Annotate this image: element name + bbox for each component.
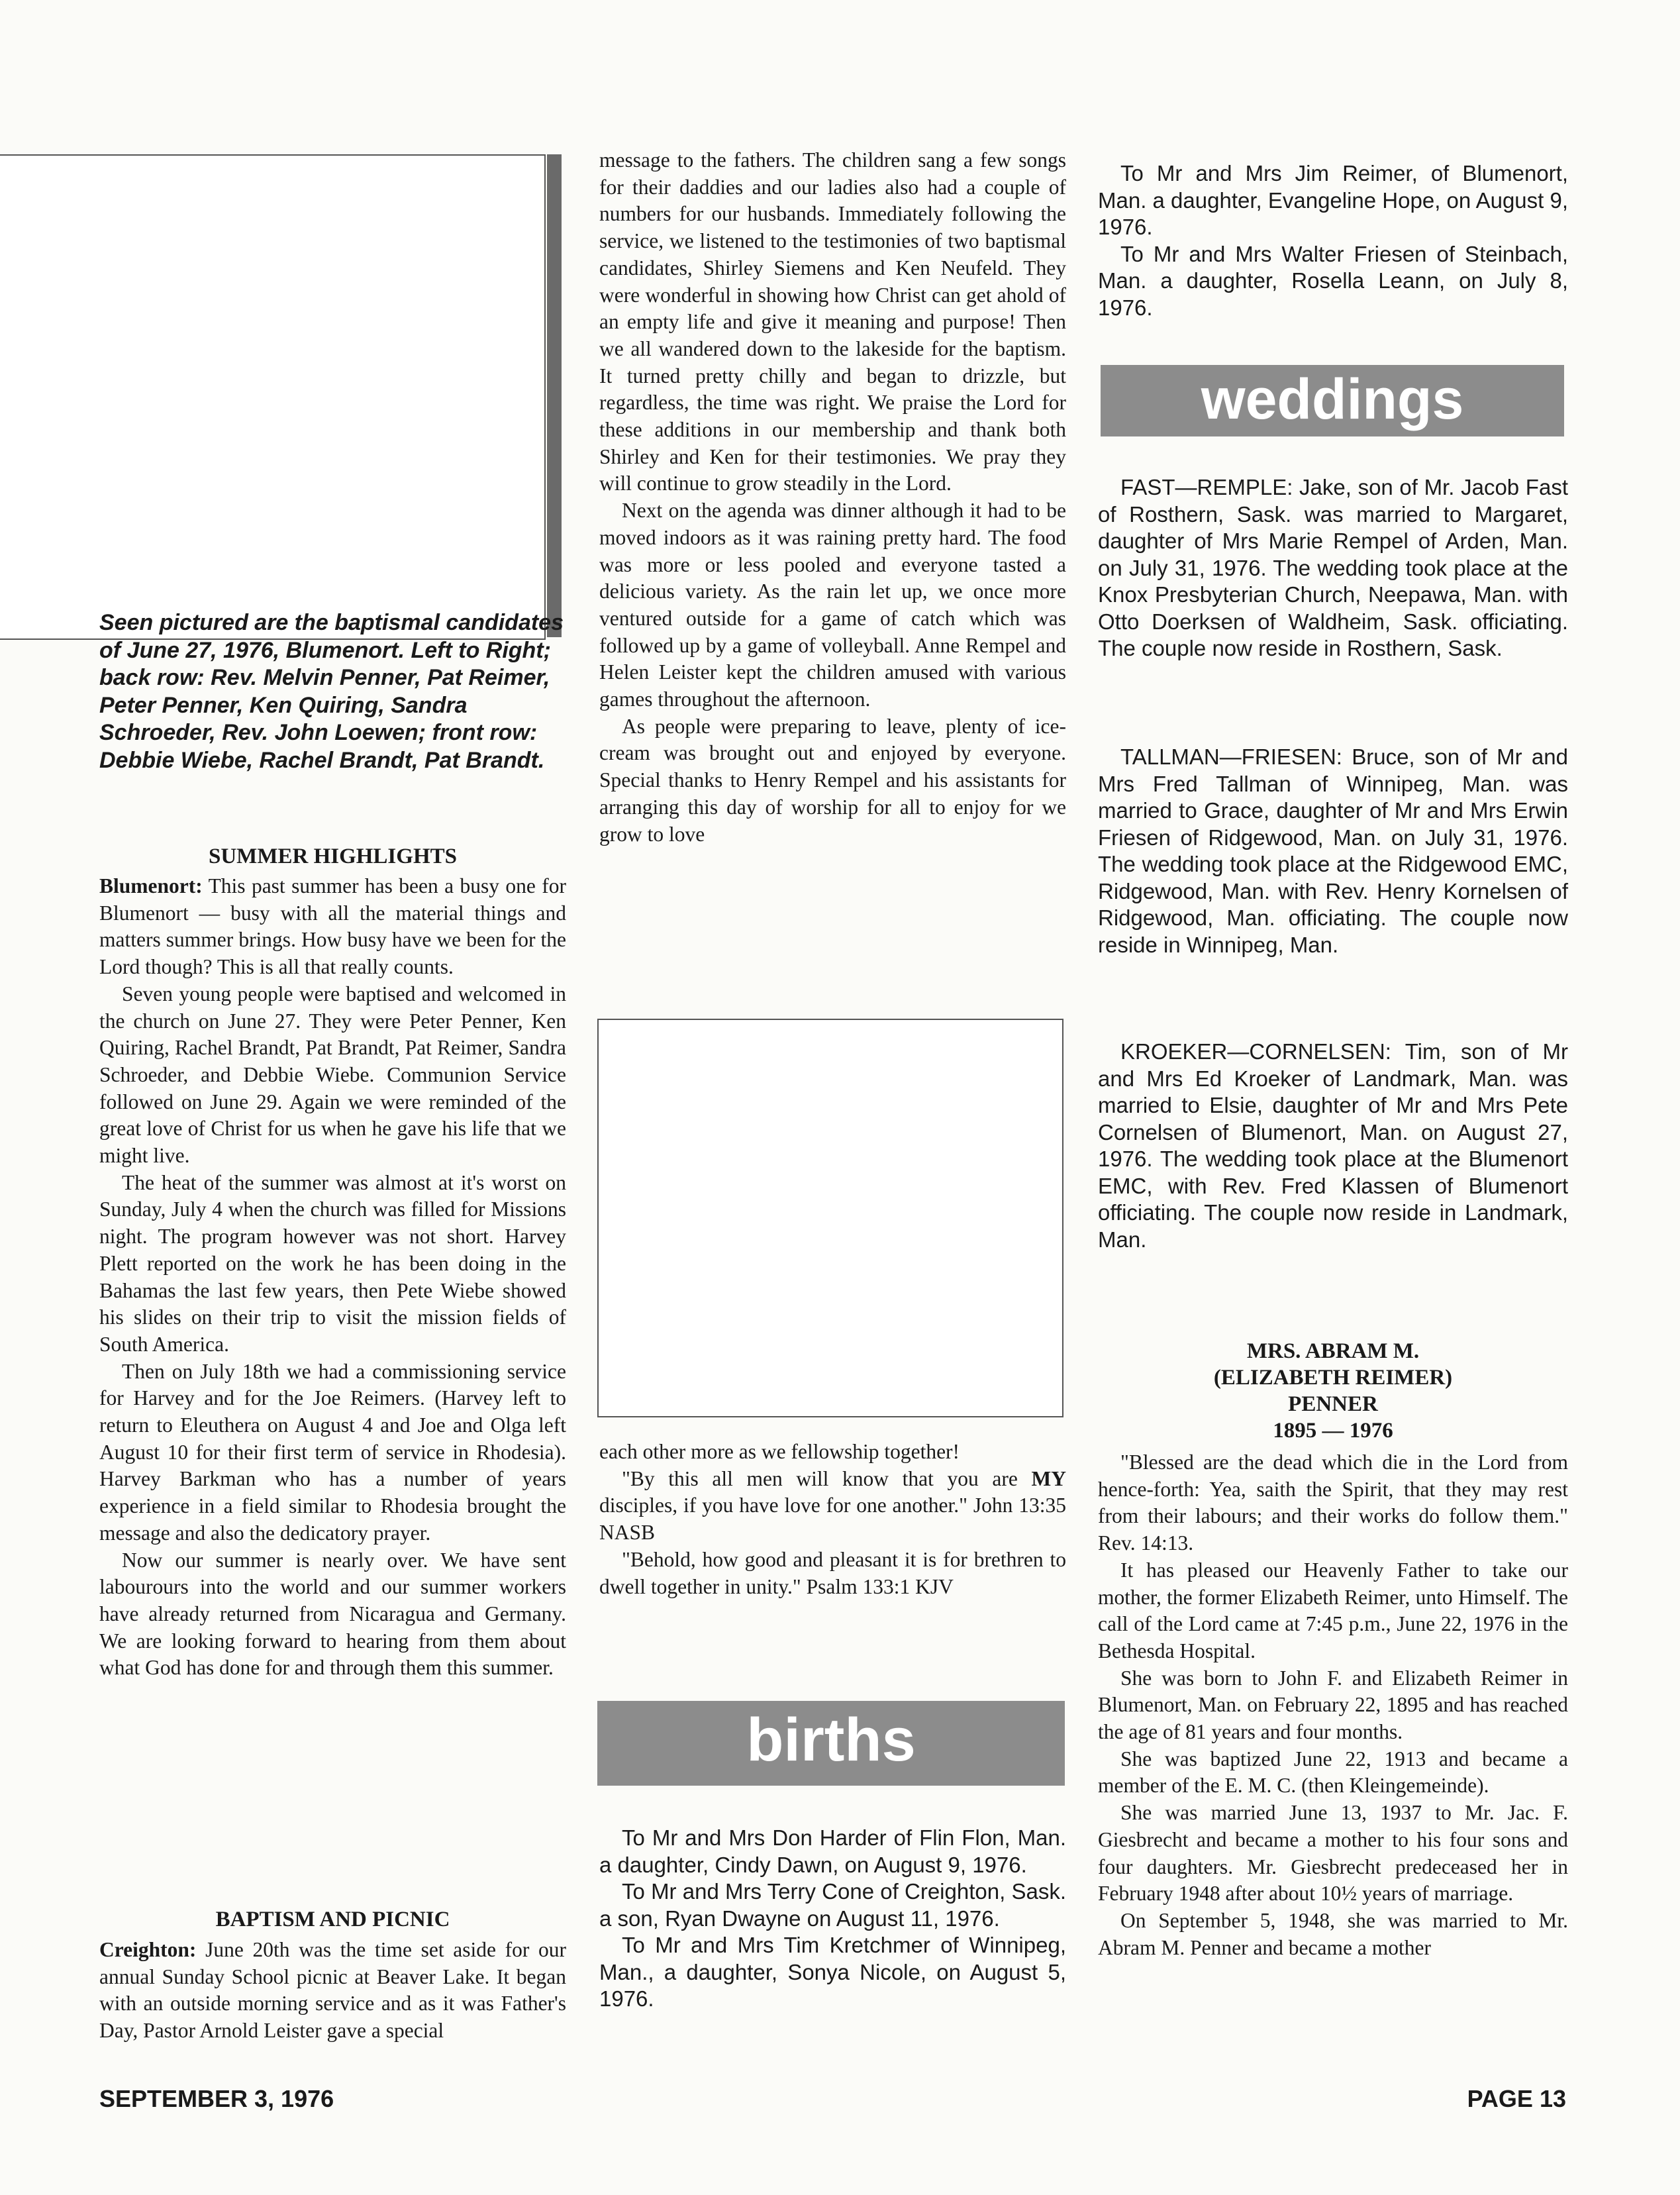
births-list-part2 [1098,160,1568,321]
obituary-surname: PENNER [1288,1392,1378,1416]
birth-item: To Mr and Mrs Jim Reimer, of Blumenort, Man. a daughter, Evangeline Hope, on August 9, 1976. [1098,161,1569,239]
summer-p1: This past summer has been a busy one for Blumenort — busy with all the material things and matters summer brings. How busy have we been for the Lord though? This is all that really counts. [99,874,566,979]
summer-highlights-article [99,873,566,1682]
summer-p2: Seven young people were baptised and welcomed in the church on June 27. They were Peter Penner, Ken Quiring, Rachel Brandt, Pat Brandt, Pat Reimer, Sandra Schroeder, and Debbie Wiebe. Communion Service followed on June 29. Again we were reminded of the great love of Christ for us when he gave his life that we might live. [99,982,566,1168]
obituary-p6: On September 5, 1948, she was married to Mr. Abram M. Penner and became a mother [1098,1908,1568,1959]
baptismal-candidates-photo [0,154,546,640]
quote1-post: disciples, if you have love for one another." John 13:35 NASB [599,1494,1066,1545]
quote1-pre: "By this all men will know that you are [622,1466,1018,1490]
obituary-p2: It has pleased our Heavenly Father to take our mother, the former Elizabeth Reimer, unto Himself. The call of the Lord came at 7:45 p.m., June 22, 1976 in the Bethesda Hospital. [1098,1558,1568,1662]
footer-date: SEPTEMBER 3, 1976 [99,2085,334,2112]
weddings-banner: weddings [1101,365,1564,436]
obituary-body [1098,1449,1568,1961]
obituary-p5: She was married June 13, 1937 to Mr. Jac. F. Giesbrecht and became a mother to his four sons and four daughters. Mr. Giesbrecht predeceased her in February 1948 after about 10½ years of marriage. [1098,1801,1568,1906]
baptism-article-continued [599,147,1066,848]
baptism-p3: As people were preparing to leave, plenty of ice-cream was brought out and enjoyed by everyone. Special thanks to Henry Rempel and his assistants for arranging this day of worship for all to enjoy for we grow to love [599,714,1066,846]
baptism-picnic-heading: BAPTISM AND PICNIC [215,1908,450,1931]
photo-caption: Seen pictured are the baptismal candidates of June 27, 1976, Blumenort. Left to Right; back row: Rev. Melvin Penner, Pat Reimer, Peter Penner, Ken Quiring, Sandra Schroeder, Rev. John Loewen; front row: Debbie Wiebe, Rachel Brandt, Pat Brandt. [99,610,564,773]
obituary-maiden-name: (ELIZABETH REIMER) [1213,1366,1453,1390]
summer-p3: The heat of the summer was almost at it's worst on Sunday, July 4 when the church was filled for Missions night. The program however was not short. Harvey Plett reported on the work he has been doing in the Bahamas the last few years, then Pete Wiebe showed his slides on their trip to visit the mission fields of South America. [99,1170,566,1356]
births-banner: births [597,1701,1065,1786]
obituary-name: MRS. ABRAM M. [1246,1339,1420,1363]
wedding-item: TALLMAN—FRIESEN: Bruce, son of Mr and Mrs Fred Tallman of Winnipeg, Man. was married to Grace, daughter of Mr and Mrs Erwin Friesen of Ridgewood, Man. on July 31, 1976. The wedding took place at the Ridgewood EMC, Ridgewood, Man. with Rev. Henry Kornelsen of Ridgewood, Man. officiating. The couple now reside in Winnipeg, Man. [1098,744,1568,957]
wedding-item: FAST—REMPLE: Jake, son of Mr. Jacob Fast of Rosthern, Sask. was married to Margaret, daughter of Mrs Marie Rempel of Arden, Man. on July 31, 1976. The wedding took place at the Knox Presbyterian Church, Neepawa, Man. with Otto Doerksen of Waldheim, Sask. officiating. The couple now reside in Rosthern, Sask. [1098,475,1568,660]
summer-p5: Now our summer is nearly over. We have sent labourours into the world and our summer workers have already returned from Nicaragua and Germany. We are looking forward to hearing from them about what God has done for and through them this summer. [99,1548,566,1680]
inset-photo [597,1019,1063,1417]
photo-edge [547,154,562,637]
baptism-article-start [99,1937,566,2045]
obituary-heading [1098,1338,1568,1444]
birth-item: To Mr and Mrs Tim Kretchmer of Winnipeg, Man., a daughter, Sonya Nicole, on August 5, 1976. [599,1933,1066,2011]
baptism-p1-cont: message to the fathers. The children sang a few songs for their daddies and our ladies also had a couple of numbers for our husbands. Immediately following the service, we listened to the testimonies of two baptismal candidates, Shirley Siemens and Ken Neufeld. They were wonderful in showing how Christ can get ahold of an empty life and give it meaning and purpose! Then we all wandered down to the lakeside for the baptism. It turned pretty chilly and began to drizzle, but regardless, the time was right. We praise the Lord for these additions in our membership and thank both Shirley and Ken for their testimonies. We pray they will continue to grow steadily in the Lord. [599,148,1066,495]
obituary-p1: "Blessed are the dead which die in the Lord from hence-forth: Yea, saith the Spirit, that they may rest from their labours; and their works do follow them." Rev. 14:13. [1098,1451,1568,1555]
baptism-article-end [599,1439,1066,1600]
wedding-item: KROEKER—CORNELSEN: Tim, son of Mr and Mrs Ed Kroeker of Landmark, Man. was married to Elsie, daughter of Mr and Mrs Pete Cornelsen of Blumenort, Man. on August 27, 1976. The wedding took place at the Blumenort EMC, with Rev. Fred Klassen of Blumenort officiating. The couple now reside in Landmark, Man. [1098,1039,1568,1252]
quote1-bold: MY [1031,1466,1066,1490]
summer-lead: Blumenort: [99,874,203,897]
baptism-lead: Creighton: [99,1938,197,1961]
baptism-p3-cont: each other more as we fellowship together! [599,1440,960,1463]
quote2: "Behold, how good and pleasant it is for brethren to dwell together in unity." Psalm 133:1 KJV [599,1547,1066,1598]
birth-item: To Mr and Mrs Walter Friesen of Steinbach, Man. a daughter, Rosella Leann, on July 8, 1976. [1098,241,1568,320]
summer-p4: Then on July 18th we had a commissioning service for Harvey and for the Joe Reimers. (Harvey left to return to Eleuthera on August 4 and Joe and Olga left August 10 for their first term of service in Rhodesia). Harvey Barkman who has a number of years experience in a field similar to Rhodesia brought the message and also the dedicatory prayer. [99,1359,566,1545]
footer-page-number: PAGE 13 [1467,2085,1566,2112]
obituary-p3: She was born to John F. and Elizabeth Reimer in Blumenort, Man. on February 22, 1895 and has reached the age of 81 years and four months. [1098,1666,1568,1744]
baptism-p2: Next on the agenda was dinner although it had to be moved indoors as it was raining pretty hard. The food was more or less pooled and everyone tasted a delicious variety. As the rain let up, we once more ventured outside for a game of catch which was followed up by a game of volleyball. Anne Rempel and Helen Leister kept the children amused with various games throughout the afternoon. [599,499,1066,711]
births-list-part1 [599,1825,1066,2013]
birth-item: To Mr and Mrs Terry Cone of Creighton, Sask. a son, Ryan Dwayne on August 11, 1976. [599,1879,1066,1931]
obituary-dates: 1895 — 1976 [1273,1419,1393,1443]
summer-highlights-heading: SUMMER HIGHLIGHTS [209,844,457,868]
obituary-p4: She was baptized June 22, 1913 and became a member of the E. M. C. (then Kleingemeinde). [1098,1747,1568,1798]
birth-item: To Mr and Mrs Don Harder of Flin Flon, Man. a daughter, Cindy Dawn, on August 9, 1976. [599,1825,1066,1877]
baptism-p1: June 20th was the time set aside for our annual Sunday School picnic at Beaver Lake. It began with an outside morning service and as it was Father's Day, Pastor Arnold Leister gave a special [99,1938,567,2043]
